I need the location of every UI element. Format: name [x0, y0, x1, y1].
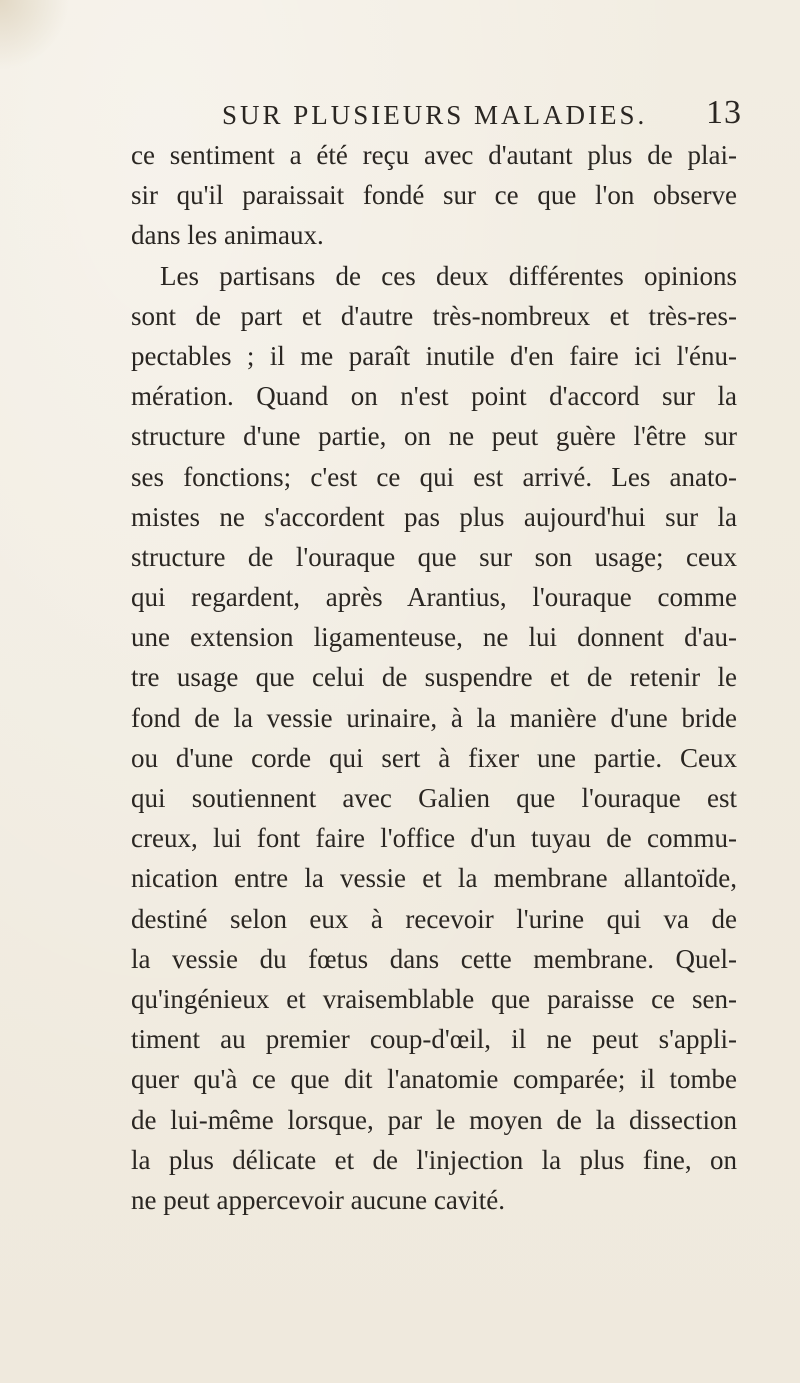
text-line: de lui-même lorsque, par le moyen de la dissection [131, 1104, 737, 1135]
text-line: Les partisans de ces deux différentes opinions [160, 260, 737, 291]
text-line: structure de l'ouraque que sur son usage; ceux [131, 541, 737, 572]
text-line: qui soutiennent avec Galien que l'ouraque est [131, 783, 737, 813]
page-number: 13 [706, 94, 742, 131]
text-line: une extension ligamenteuse, ne lui donnent d'au- [131, 622, 737, 653]
text-line: pectables ; il me paraît inutile d'en faire ici l'énu- [131, 340, 737, 371]
paper-stain [0, 0, 70, 70]
text-line: la plus délicate et de l'injection la plus fine, on [131, 1144, 737, 1175]
running-title: SUR PLUSIEURS MALADIES. [222, 100, 648, 130]
text-line: destiné selon eux à recevoir l'urine qui va de [131, 903, 737, 934]
text-line: timent au premier coup-d'œil, il ne peut s'appli- [131, 1024, 737, 1055]
text-line: sont de part et d'autre très-nombreux et très-res- [131, 300, 737, 331]
text-line: fond de la vessie urinaire, à la manière d'une bride [131, 702, 737, 733]
text-line: ou d'une corde qui sert à fixer une partie. Ceux [131, 742, 737, 773]
text-line: la vessie du fœtus dans cette membrane. Quel- [131, 943, 737, 974]
text-line: ce sentiment a été reçu avec d'autant plus de plai- [131, 140, 737, 170]
text-line: qui regardent, après Arantius, l'ouraque comme [131, 582, 737, 613]
text-line: mistes ne s'accordent pas plus aujourd'hui sur la [131, 501, 737, 532]
text-line: dans les animaux. [131, 220, 324, 251]
text-line: creux, lui font faire l'office d'un tuyau de commu- [131, 823, 737, 854]
body-text [131, 135, 737, 1220]
text-line: ses fonctions; c'est ce qui est arrivé. Les anato- [131, 461, 737, 492]
text-line: tre usage que celui de suspendre et de retenir le [131, 662, 737, 693]
text-line: qu'ingénieux et vraisemblable que paraisse ce sen- [131, 983, 737, 1014]
text-line: ne peut appercevoir aucune cavité. [131, 1184, 506, 1215]
text-line: nication entre la vessie et la membrane allantoïde, [131, 863, 737, 894]
text-line: sir qu'il paraissait fondé sur ce que l'on observe [131, 180, 737, 211]
text-line: structure d'une partie, on ne peut guère l'être sur [131, 421, 737, 452]
text-line: mération. Quand on n'est point d'accord sur la [131, 381, 737, 412]
text-line: quer qu'à ce que dit l'anatomie comparée; il tombe [131, 1064, 737, 1095]
